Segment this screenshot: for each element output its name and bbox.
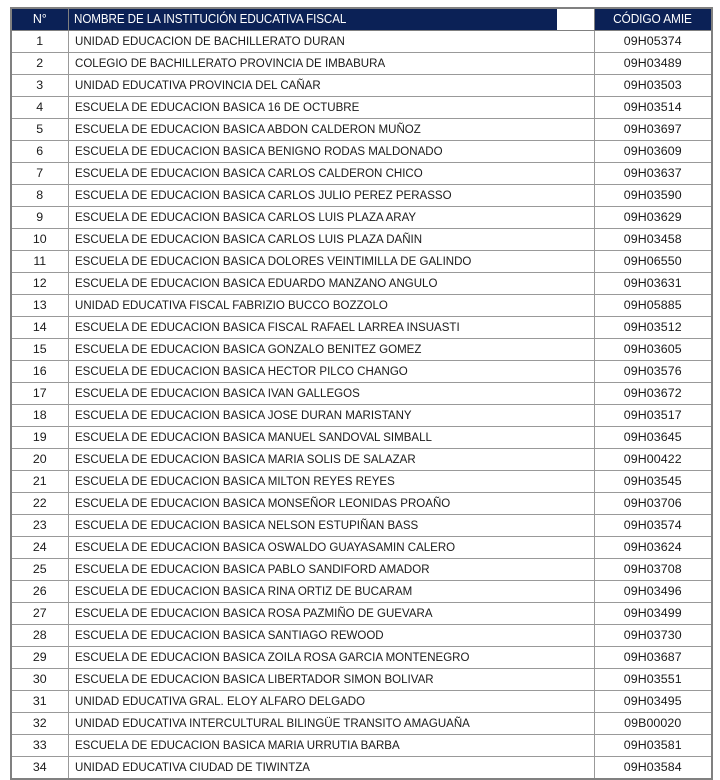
table-row [11,735,712,757]
cell-institution-name [68,515,594,537]
cell-row-number: 28 [11,625,68,647]
cell-institution-name [68,361,594,383]
institution-name-text: ESCUELA DE EDUCACION BASICA SANTIAGO REWOOD [74,627,384,642]
table-row [11,757,712,780]
cell-amie-code: 09H03576 [594,361,712,383]
cell-institution-name [68,53,594,75]
institution-name-text: UNIDAD EDUCATIVA CIUDAD DE TIWINTZA [74,759,310,774]
table-row [11,669,712,691]
institution-name-text: ESCUELA DE EDUCACION BASICA CARLOS JULIO PEREZ PERASSO [74,187,452,202]
cell-row-number: 7 [11,163,68,185]
cell-row-number: 18 [11,405,68,427]
table-header-row [11,8,712,31]
table-row [11,295,712,317]
cell-institution-name [68,405,594,427]
cell-row-number: 2 [11,53,68,75]
cell-amie-code: 09H03517 [594,405,712,427]
cell-institution-name [68,559,594,581]
cell-institution-name [68,713,594,735]
column-header-amie-code-label: CÓDIGO AMIE [613,12,693,26]
cell-row-number: 19 [11,427,68,449]
cell-amie-code: 09H03489 [594,53,712,75]
institution-name-text: ESCUELA DE EDUCACION BASICA MILTON REYES REYES [74,473,395,488]
column-header-number-label: N° [32,12,47,26]
institution-name-text: ESCUELA DE EDUCACION BASICA MARIA URRUTIA BARBA [74,737,400,752]
cell-row-number: 10 [11,229,68,251]
cell-amie-code: 09H03624 [594,537,712,559]
institution-name-text: ESCUELA DE EDUCACION BASICA ROSA PAZMIÑO DE GUEVARA [74,605,433,620]
institution-name-text: ESCUELA DE EDUCACION BASICA FISCAL RAFAEL LARREA INSUASTI [74,319,460,334]
cell-institution-name [68,427,594,449]
cell-row-number: 27 [11,603,68,625]
cell-institution-name [68,647,594,669]
cell-amie-code: 09H03495 [594,691,712,713]
cell-institution-name [68,493,594,515]
table-row [11,383,712,405]
cell-amie-code: 09H00422 [594,449,712,471]
institution-name-text: ESCUELA DE EDUCACION BASICA GONZALO BENITEZ GOMEZ [74,341,421,356]
institution-name-text: UNIDAD EDUCATIVA FISCAL FABRIZIO BUCCO BOZZOLO [74,297,388,312]
cell-amie-code: 09H03514 [594,97,712,119]
institution-name-text: ESCUELA DE EDUCACION BASICA BENIGNO RODAS MALDONADO [74,143,443,158]
table-row [11,251,712,273]
institutions-table [10,7,713,780]
cell-institution-name [68,185,594,207]
institution-name-text: ESCUELA DE EDUCACION BASICA HECTOR PILCO CHANGO [74,363,408,378]
cell-institution-name [68,625,594,647]
table-row [11,97,712,119]
cell-row-number: 14 [11,317,68,339]
column-header-institution-name-label: NOMBRE DE LA INSTITUCIÓN EDUCATIVA FISCAL [74,12,347,26]
table-row [11,141,712,163]
cell-row-number: 6 [11,141,68,163]
cell-amie-code: 09H03605 [594,339,712,361]
cell-amie-code: 09H03496 [594,581,712,603]
table-row [11,625,712,647]
cell-institution-name [68,141,594,163]
table-row [11,713,712,735]
cell-amie-code: 09H05885 [594,295,712,317]
institution-name-text: UNIDAD EDUCATIVA GRAL. ELOY ALFARO DELGADO [74,693,365,708]
cell-amie-code: 09H03672 [594,383,712,405]
table-row [11,581,712,603]
table-row [11,207,712,229]
cell-amie-code: 09B00020 [594,713,712,735]
cell-institution-name [68,735,594,757]
institution-name-text: ESCUELA DE EDUCACION BASICA RINA ORTIZ DE BUCARAM [74,583,412,598]
cell-institution-name [68,317,594,339]
cell-row-number: 16 [11,361,68,383]
table-row [11,119,712,141]
cell-institution-name [68,31,594,53]
cell-row-number: 31 [11,691,68,713]
institutions-table-container [10,7,713,780]
table-row [11,317,712,339]
cell-institution-name [68,691,594,713]
cell-amie-code: 09H03499 [594,603,712,625]
cell-amie-code: 09H03629 [594,207,712,229]
institution-name-text: ESCUELA DE EDUCACION BASICA CARLOS CALDERON CHICO [74,165,423,180]
table-row [11,53,712,75]
cell-institution-name [68,383,594,405]
cell-institution-name [68,229,594,251]
cell-amie-code: 09H03503 [594,75,712,97]
table-row [11,361,712,383]
cell-amie-code: 09H03545 [594,471,712,493]
table-row [11,537,712,559]
table-row [11,31,712,53]
cell-row-number: 15 [11,339,68,361]
cell-row-number: 33 [11,735,68,757]
institution-name-text: ESCUELA DE EDUCACION BASICA ABDON CALDERON MUÑOZ [74,121,421,136]
cell-row-number: 5 [11,119,68,141]
institution-name-text: ESCUELA DE EDUCACION BASICA CARLOS LUIS PLAZA ARAY [74,209,416,224]
cell-row-number: 11 [11,251,68,273]
cell-amie-code: 09H03706 [594,493,712,515]
institution-name-text: ESCUELA DE EDUCACION BASICA LIBERTADOR SIMON BOLIVAR [74,671,434,686]
cell-amie-code: 09H03637 [594,163,712,185]
institution-name-text: ESCUELA DE EDUCACION BASICA DOLORES VEINTIMILLA DE GALINDO [74,253,471,268]
cell-amie-code: 09H03574 [594,515,712,537]
cell-amie-code: 09H03581 [594,735,712,757]
cell-row-number: 20 [11,449,68,471]
institution-name-text: UNIDAD EDUCATIVA PROVINCIA DEL CAÑAR [74,77,321,92]
institution-name-text: ESCUELA DE EDUCACION BASICA NELSON ESTUPIÑAN BASS [74,517,418,532]
cell-amie-code: 09H06550 [594,251,712,273]
table-row [11,185,712,207]
institution-name-text: ESCUELA DE EDUCACION BASICA ZOILA ROSA GARCIA MONTENEGRO [74,649,469,664]
institution-name-text: ESCUELA DE EDUCACION BASICA MANUEL SANDOVAL SIMBALL [74,429,432,444]
table-row [11,405,712,427]
cell-row-number: 26 [11,581,68,603]
table-row [11,647,712,669]
cell-institution-name [68,295,594,317]
institution-name-text: ESCUELA DE EDUCACION BASICA CARLOS LUIS PLAZA DAÑIN [74,231,422,246]
cell-amie-code: 09H03687 [594,647,712,669]
cell-row-number: 9 [11,207,68,229]
cell-row-number: 29 [11,647,68,669]
table-row [11,229,712,251]
table-row [11,163,712,185]
cell-institution-name [68,603,594,625]
table-header [11,8,712,31]
cell-amie-code: 09H03551 [594,669,712,691]
cell-row-number: 30 [11,669,68,691]
cell-amie-code: 09H03697 [594,119,712,141]
institution-name-text: ESCUELA DE EDUCACION BASICA 16 DE OCTUBRE [74,99,359,114]
cell-row-number: 24 [11,537,68,559]
table-row [11,471,712,493]
cell-amie-code: 09H03590 [594,185,712,207]
cell-institution-name [68,339,594,361]
cell-row-number: 1 [11,31,68,53]
institution-name-text: ESCUELA DE EDUCACION BASICA MONSEÑOR LEONIDAS PROAÑO [74,495,450,510]
cell-amie-code: 09H03584 [594,757,712,780]
cell-institution-name [68,471,594,493]
table-row [11,273,712,295]
table-row [11,339,712,361]
institution-name-text: ESCUELA DE EDUCACION BASICA JOSE DURAN MARISTANY [74,407,412,422]
cell-institution-name [68,669,594,691]
institution-name-text: UNIDAD EDUCACION DE BACHILLERATO DURAN [74,33,345,48]
cell-amie-code: 09H03512 [594,317,712,339]
table-row [11,449,712,471]
table-row [11,515,712,537]
cell-row-number: 23 [11,515,68,537]
table-row [11,691,712,713]
cell-institution-name [68,449,594,471]
cell-institution-name [68,119,594,141]
cell-institution-name [68,163,594,185]
cell-row-number: 21 [11,471,68,493]
cell-institution-name [68,75,594,97]
cell-institution-name [68,273,594,295]
cell-row-number: 34 [11,757,68,780]
institution-name-text: ESCUELA DE EDUCACION BASICA PABLO SANDIFORD AMADOR [74,561,430,576]
table-row [11,427,712,449]
cell-institution-name [68,207,594,229]
table-body [11,31,712,780]
table-row [11,559,712,581]
cell-amie-code: 09H03609 [594,141,712,163]
institution-name-text: ESCUELA DE EDUCACION BASICA EDUARDO MANZANO ANGULO [74,275,437,290]
cell-row-number: 22 [11,493,68,515]
cell-row-number: 3 [11,75,68,97]
cell-institution-name [68,537,594,559]
institution-name-text: ESCUELA DE EDUCACION BASICA IVAN GALLEGOS [74,385,360,400]
cell-amie-code: 09H03645 [594,427,712,449]
column-header-number [11,8,68,31]
cell-amie-code: 09H03631 [594,273,712,295]
column-header-amie-code [594,8,712,31]
institution-name-text: ESCUELA DE EDUCACION BASICA OSWALDO GUAYASAMIN CALERO [74,539,455,554]
cell-amie-code: 09H03708 [594,559,712,581]
cell-amie-code: 09H03458 [594,229,712,251]
cell-institution-name [68,97,594,119]
cell-row-number: 17 [11,383,68,405]
cell-institution-name [68,251,594,273]
cell-amie-code: 09H03730 [594,625,712,647]
institution-name-text: UNIDAD EDUCATIVA INTERCULTURAL BILINGÜE TRANSITO AMAGUAÑA [74,715,470,730]
cell-institution-name [68,581,594,603]
institution-name-text: ESCUELA DE EDUCACION BASICA MARIA SOLIS DE SALAZAR [74,451,416,466]
table-row [11,603,712,625]
column-header-institution-name [68,8,557,31]
cell-row-number: 13 [11,295,68,317]
cell-row-number: 32 [11,713,68,735]
cell-row-number: 12 [11,273,68,295]
cell-row-number: 25 [11,559,68,581]
table-row [11,493,712,515]
cell-row-number: 4 [11,97,68,119]
institution-name-text: COLEGIO DE BACHILLERATO PROVINCIA DE IMBABURA [74,55,385,70]
cell-row-number: 8 [11,185,68,207]
cell-amie-code: 09H05374 [594,31,712,53]
table-row [11,75,712,97]
cell-institution-name [68,757,594,780]
